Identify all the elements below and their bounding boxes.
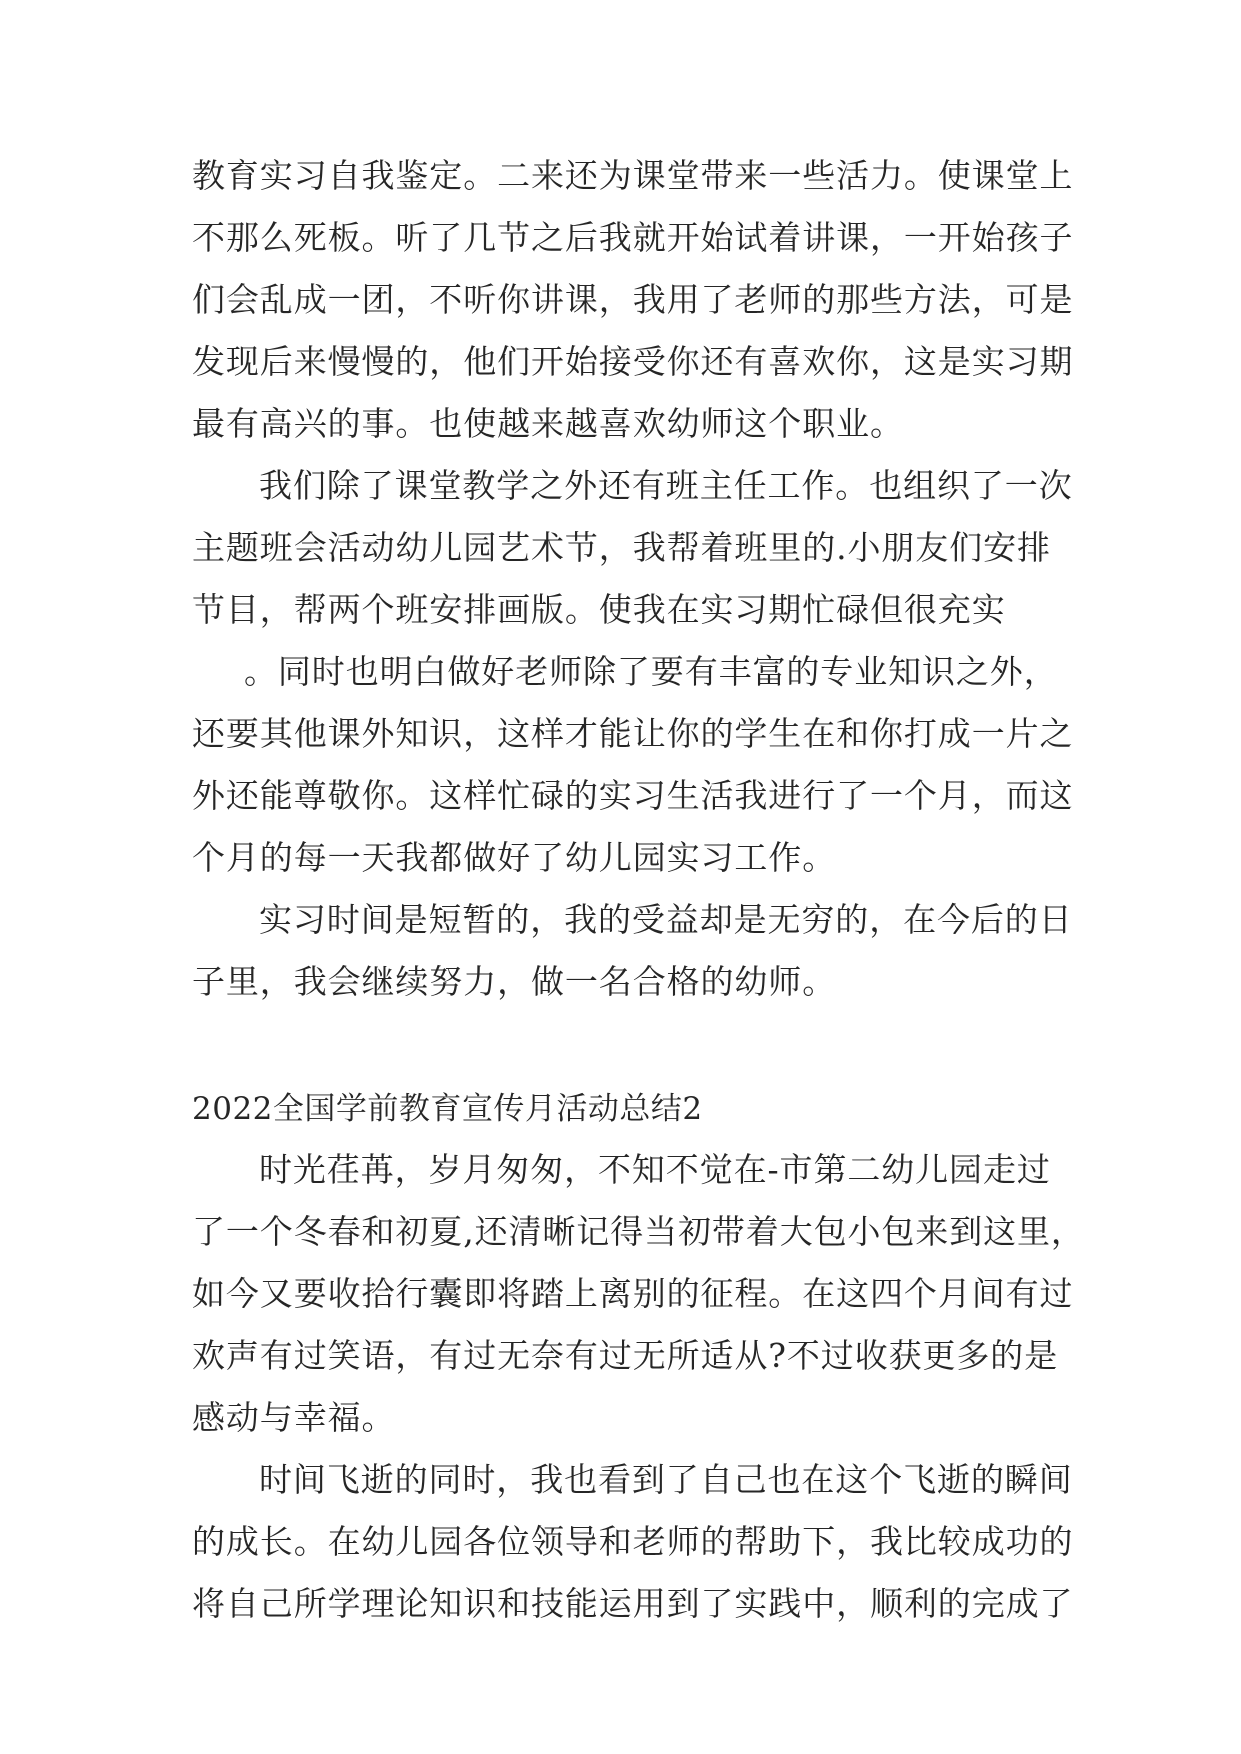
text-line: 如今又要收拾行囊即将踏上离别的征程。在这四个月间有过: [192, 1274, 1074, 1313]
text-line: 不那么死板。听了几节之后我就开始试着讲课，一开始孩子: [192, 218, 1074, 257]
text-line: 欢声有过笑语，有过无奈有过无所适从?不过收获更多的是: [192, 1336, 1059, 1375]
text-line: 发现后来慢慢的，他们开始接受你还有喜欢你，这是实习期: [192, 342, 1074, 381]
text-line: 们会乱成一团，不听你讲课，我用了老师的那些方法，可是: [192, 280, 1074, 319]
text-line: 了一个冬春和初夏,还清晰记得当初带着大包小包来到这里，: [192, 1212, 1085, 1251]
text-line: 主题班会活动幼儿园艺术节，我帮着班里的.小朋友们安排: [192, 528, 1051, 567]
text-line: 将自己所学理论知识和技能运用到了实践中，顺利的完成了: [192, 1584, 1074, 1623]
text-line: 感动与幸福。: [192, 1398, 396, 1437]
paragraph-start-line: 时间飞逝的同时，我也看到了自己也在这个飞逝的瞬间: [259, 1460, 1073, 1499]
paragraph-start-line: 我们除了课堂教学之外还有班主任工作。也组织了一次: [259, 466, 1073, 505]
text-line: 个月的每一天我都做好了幼儿园实习工作。: [192, 838, 837, 877]
text-line: 子里，我会继续努力，做一名合格的幼师。: [192, 962, 837, 1001]
text-line: 最有高兴的事。也使越来越喜欢幼师这个职业。: [192, 404, 904, 443]
paragraph-start-line: 实习时间是短暂的，我的受益却是无穷的，在今后的日: [259, 900, 1073, 939]
paragraph-start-line: 时光荏苒，岁月匆匆，不知不觉在-市第二幼儿园走过: [259, 1150, 1051, 1189]
text-line: 的成长。在幼儿园各位领导和老师的帮助下，我比较成功的: [192, 1522, 1074, 1561]
text-line: 还要其他课外知识，这样才能让你的学生在和你打成一片之: [192, 714, 1074, 753]
text-line: 。同时也明白做好老师除了要有丰富的专业知识之外，: [244, 652, 1058, 691]
text-line: 外还能尊敬你。这样忙碌的实习生活我进行了一个月，而这: [192, 776, 1074, 815]
text-line: 节目，帮两个班安排画版。使我在实习期忙碌但很充实: [192, 590, 1006, 629]
text-line: 教育实习自我鉴定。二来还为课堂带来一些活力。使课堂上: [192, 156, 1074, 195]
section-heading: 2022全国学前教育宣传月活动总结2: [192, 1091, 703, 1127]
